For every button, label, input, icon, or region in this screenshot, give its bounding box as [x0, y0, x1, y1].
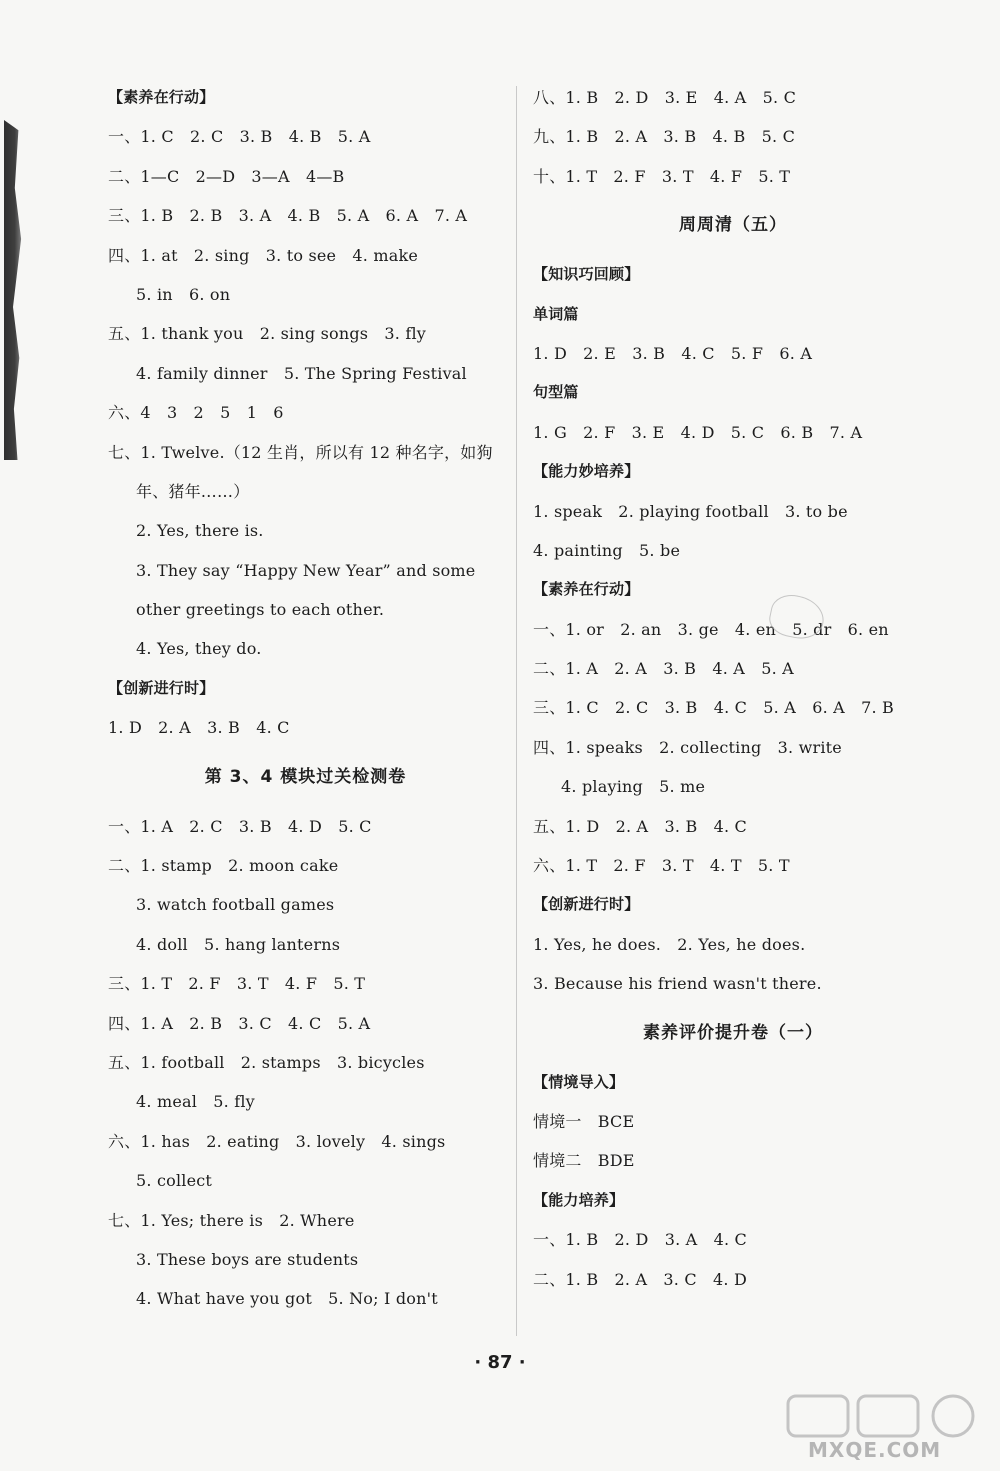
answer-line: 一、1. A 2. C 3. B 4. D 5. C — [108, 816, 372, 836]
section-tag: 【能力妙培养】 — [533, 462, 640, 481]
column-divider — [516, 86, 517, 1336]
subsection-label: 句型篇 — [533, 383, 579, 402]
section-tag: 【情境导入】 — [533, 1072, 625, 1091]
answer-line: 5. in 6. on — [136, 284, 231, 304]
answer-line: 1. Yes, he does. 2. Yes, he does. — [533, 934, 806, 954]
answer-line: 四、1. speaks 2. collecting 3. write — [533, 737, 842, 757]
answer-line: 4. Yes, they do. — [136, 639, 262, 659]
answer-line: 二、1. A 2. A 3. B 4. A 5. A — [533, 659, 794, 679]
answer-line: 二、1. B 2. A 3. C 4. D — [533, 1269, 747, 1289]
answer-line: 八、1. B 2. D 3. E 4. A 5. C — [533, 88, 797, 107]
answer-line: 4. What have you got 5. No; I don't — [136, 1289, 438, 1309]
answer-line: 3. watch football games — [136, 895, 335, 915]
answer-line: 5. collect — [136, 1171, 213, 1191]
answer-line: 1. D 2. A 3. B 4. C — [108, 718, 290, 738]
answer-line: 1. speak 2. playing football 3. to be — [533, 501, 848, 521]
answer-line: 六、1. has 2. eating 3. lovely 4. sings — [108, 1131, 446, 1151]
subsection-label: 单词篇 — [533, 304, 579, 323]
answer-line: 一、1. C 2. C 3. B 4. B 5. A — [108, 127, 371, 147]
watermark-text: MXQE.COM — [808, 1438, 942, 1462]
section-heading: 第 3、4 模块过关检测卷 — [204, 766, 407, 787]
section-tag: 【创新进行时】 — [108, 678, 215, 697]
answer-line: 四、1. at 2. sing 3. to see 4. make — [108, 245, 419, 265]
answer-line: 情境一 BCE — [533, 1111, 635, 1131]
answer-line: 3. They say “Happy New Year” and some — [136, 560, 476, 580]
scan-edge-shadow — [4, 120, 22, 460]
section-heading: 素养评价提升卷（一） — [643, 1022, 823, 1043]
answer-line: 4. painting 5. be — [533, 540, 681, 560]
answer-line: 五、1. D 2. A 3. B 4. C — [533, 816, 747, 836]
section-tag: 【能力培养】 — [533, 1190, 625, 1209]
answer-line: 4. playing 5. me — [561, 777, 706, 797]
answer-line: 七、1. Twelve.（12 生肖，所以有 12 种名字，如狗 — [108, 442, 493, 462]
answer-line: 九、1. B 2. A 3. B 4. B 5. C — [533, 127, 796, 147]
answer-line: 二、1. stamp 2. moon cake — [108, 856, 339, 876]
answer-line: 一、1. or 2. an 3. ge 4. en 5. dr 6. en — [533, 619, 889, 639]
watermark-logo — [768, 1392, 988, 1462]
answer-line: 七、1. Yes; there is 2. Where — [108, 1210, 355, 1230]
answer-line: 六、4 3 2 5 1 6 — [108, 403, 284, 423]
answer-line: 4. family dinner 5. The Spring Festival — [136, 363, 467, 383]
page-number: · 87 · — [474, 1352, 526, 1373]
answer-line: 六、1. T 2. F 3. T 4. T 5. T — [533, 856, 790, 876]
answer-line: 情境二 BDE — [533, 1151, 635, 1171]
answer-line: 3. These boys are students — [136, 1249, 359, 1269]
answer-line: 1. G 2. F 3. E 4. D 5. C 6. B 7. A — [533, 422, 863, 442]
watermark-icon — [768, 1392, 988, 1442]
section-tag: 【知识巧回顾】 — [533, 265, 640, 284]
answer-line: 年、猪年……） — [136, 481, 250, 501]
answer-line: other greetings to each other. — [136, 600, 385, 620]
left-column — [108, 78, 503, 1319]
answer-line: 4. meal 5. fly — [136, 1092, 255, 1112]
section-tag: 【素养在行动】 — [108, 88, 215, 106]
answer-line: 3. Because his friend wasn't there. — [533, 974, 822, 994]
section-heading: 周周清（五） — [679, 215, 787, 236]
answer-line: 1. D 2. E 3. B 4. C 5. F 6. A — [533, 343, 813, 363]
section-tag: 【创新进行时】 — [533, 895, 640, 914]
answer-line: 四、1. A 2. B 3. C 4. C 5. A — [108, 1013, 371, 1033]
answer-line: 十、1. T 2. F 3. T 4. F 5. T — [533, 166, 791, 186]
answer-line: 4. doll 5. hang lanterns — [136, 934, 341, 954]
answer-line: 五、1. football 2. stamps 3. bicycles — [108, 1052, 425, 1072]
answer-line: 二、1—C 2—D 3—A 4—B — [108, 166, 345, 186]
section-tag: 【素养在行动】 — [533, 580, 640, 599]
answer-line: 五、1. thank you 2. sing songs 3. fly — [108, 324, 427, 344]
answer-line: 2. Yes, there is. — [136, 521, 264, 541]
right-column — [533, 78, 933, 1299]
answer-line: 三、1. B 2. B 3. A 4. B 5. A 6. A 7. A — [108, 206, 468, 226]
answer-line: 三、1. T 2. F 3. T 4. F 5. T — [108, 974, 366, 994]
answer-line: 一、1. B 2. D 3. A 4. C — [533, 1230, 747, 1250]
answer-line: 三、1. C 2. C 3. B 4. C 5. A 6. A 7. B — [533, 698, 895, 718]
